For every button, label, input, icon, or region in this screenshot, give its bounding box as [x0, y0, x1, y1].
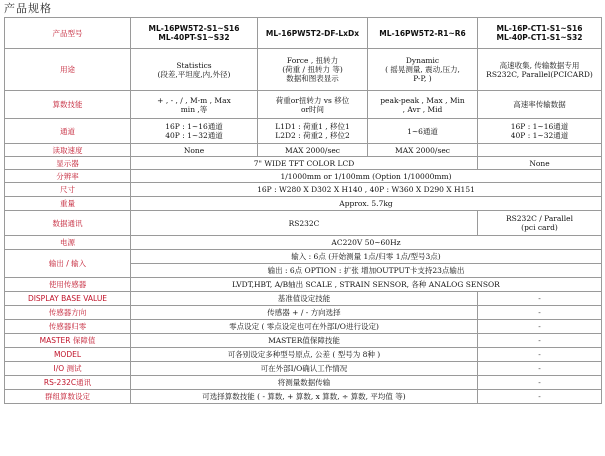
cell: - [478, 348, 602, 362]
cell: 输出 : 6点 OPTION : 扩张 增加OUTPUT卡支持23点输出 [131, 264, 602, 278]
cell: Approx. 5.7kg [131, 197, 602, 211]
io-row-1 [5, 250, 602, 264]
sensor-row [5, 278, 602, 292]
weight-row [5, 197, 602, 211]
cell: Dynamic ( 摇晃测量, 震动,压力, P-P, ) [368, 49, 478, 91]
usage-row [5, 49, 602, 91]
cell: 高速率传输数据 [478, 91, 602, 119]
cell: - [478, 390, 602, 404]
model-col-4: ML-16P-CT1-S1~S16 ML-40P-CT1-S1~S32 [478, 18, 602, 49]
cell: Force , 扭转力 (荷重 / 扭转力 等) 数据和图表显示 [258, 49, 368, 91]
row-label: 电源 [5, 236, 131, 250]
cell: 将测量数据传输 [131, 376, 478, 390]
comm-row [5, 211, 602, 236]
display-row [5, 157, 602, 170]
row-label: 传感器方向 [5, 306, 131, 320]
cell: + , - , / , M-m , Max min ,等 [131, 91, 258, 119]
cell: 输入 : 6点 (开始测量 1点/归零 1点/型号3点) [131, 250, 602, 264]
group-row [5, 390, 602, 404]
cell: 16P : W280 X D302 X H140 , 40P : W360 X D290 X H151 [131, 183, 602, 197]
row-label: MODEL [5, 348, 131, 362]
row-label: 算数技能 [5, 91, 131, 119]
row-label: 输出 / 输入 [5, 250, 131, 278]
row-label: 尺寸 [5, 183, 131, 197]
iotest-row [5, 362, 602, 376]
row-label: 显示器 [5, 157, 131, 170]
cell: None [131, 144, 258, 157]
model-col-3: ML-16PW5T2-R1~R6 [368, 18, 478, 49]
cell: 基准值设定技能 [131, 292, 478, 306]
row-label: 分辨率 [5, 170, 131, 183]
row-label: 用途 [5, 49, 131, 91]
power-row [5, 236, 602, 250]
row-label: 群组算数设定 [5, 390, 131, 404]
cell: RS232C / Parallel (pci card) [478, 211, 602, 236]
cell: - [478, 334, 602, 348]
header-label: 产品型号 [5, 18, 131, 49]
cell: LVDT,HBT, A/B轴出 SCALE , STRAIN SENSOR, 各种 ANALOG SENSOR [131, 278, 602, 292]
resolution-row [5, 170, 602, 183]
cell: 可各别设定多种型号原点, 公差 ( 型号为 8种 ) [131, 348, 478, 362]
row-label: 使用传感器 [5, 278, 131, 292]
cell: 1/1000mm or 1/100mm (Option 1/10000mm) [131, 170, 602, 183]
cell: - [478, 306, 602, 320]
cell: 16P : 1~16通道 40P : 1~32通道 [131, 119, 258, 144]
page-title: 产品规格 [4, 2, 52, 15]
cell: Statistics (段差,平坦度,内,外径) [131, 49, 258, 91]
row-label: I/O 测试 [5, 362, 131, 376]
dir-row [5, 306, 602, 320]
cell: MAX 2000/sec [368, 144, 478, 157]
row-label: MASTER 保障值 [5, 334, 131, 348]
cell: MAX 2000/sec [258, 144, 368, 157]
rs232-row [5, 376, 602, 390]
row-label: DISPLAY BASE VALUE [5, 292, 131, 306]
cell: 可在外部I/O确认工作情况 [131, 362, 478, 376]
model-col-1: ML-16PW5T2-S1~S16 ML-40PT-S1~S32 [131, 18, 258, 49]
channels-row [5, 119, 602, 144]
size-row [5, 183, 602, 197]
calc-row [5, 91, 602, 119]
row-label: 数据通讯 [5, 211, 131, 236]
cell: 荷重or扭转力 vs 移位 or时间 [258, 91, 368, 119]
cell: MASTER值保障技能 [131, 334, 478, 348]
speed-row [5, 144, 602, 157]
row-label: 读取速度 [5, 144, 131, 157]
cell: 零点设定 ( 零点设定也可在外部I/O进行设定) [131, 320, 478, 334]
row-label: 重量 [5, 197, 131, 211]
cell: None [478, 157, 602, 170]
cell: L1D1 : 荷重1 , 移位1 L2D2 : 荷重2 , 移位2 [258, 119, 368, 144]
dbv-row [5, 292, 602, 306]
cell [478, 144, 602, 157]
model-row [5, 348, 602, 362]
model-col-2: ML-16PW5T2-DF-LxDx [258, 18, 368, 49]
cell: - [478, 362, 602, 376]
cell: 16P : 1~16通道 40P : 1~32通道 [478, 119, 602, 144]
cell: RS232C [131, 211, 478, 236]
cell: 1~6通道 [368, 119, 478, 144]
row-label: 传感器归零 [5, 320, 131, 334]
spec-table [4, 17, 602, 404]
cell: - [478, 320, 602, 334]
cell: 传感器 + / - 方向选择 [131, 306, 478, 320]
cell: 高速收集, 传输数据专用 RS232C, Parallel(PCICARD) [478, 49, 602, 91]
row-label: RS-232C通讯 [5, 376, 131, 390]
cell: 7" WIDE TFT COLOR LCD [131, 157, 478, 170]
cell: AC220V 50~60Hz [131, 236, 602, 250]
cell: - [478, 376, 602, 390]
master-row [5, 334, 602, 348]
zero-row [5, 320, 602, 334]
row-label: 通道 [5, 119, 131, 144]
header-row [5, 18, 602, 49]
cell: - [478, 292, 602, 306]
cell: peak-peak , Max , Min , Avr , Mid [368, 91, 478, 119]
cell: 可选择算数技能 ( - 算数, + 算数, x 算数, ÷ 算数, 平均值 等) [131, 390, 478, 404]
